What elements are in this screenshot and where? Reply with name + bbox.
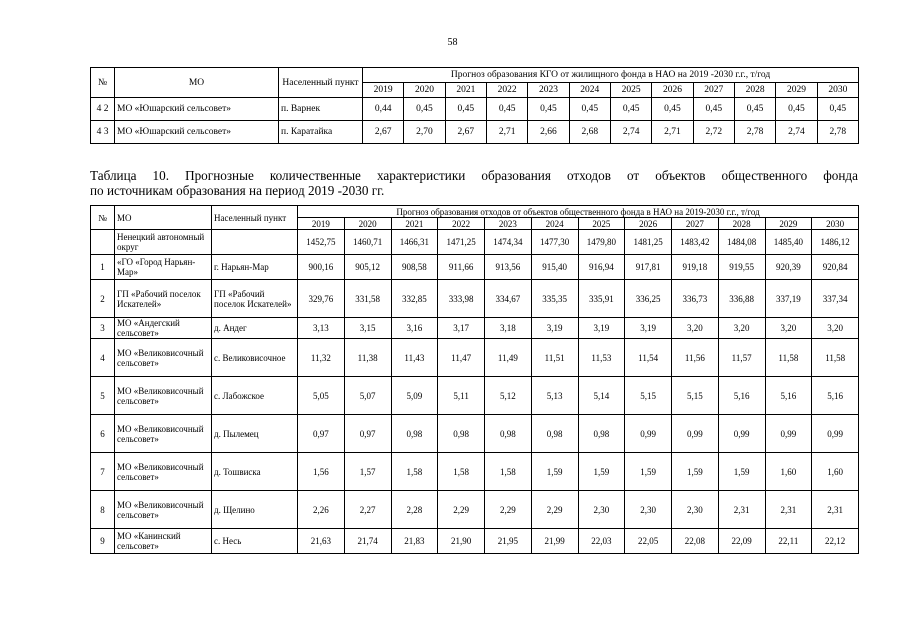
row-value: 1,60 (765, 453, 812, 491)
row-value: 2,31 (718, 491, 765, 529)
row-value: 920,84 (812, 255, 859, 280)
row-number: 5 (91, 377, 115, 415)
row-locality: д. Пылемец (212, 415, 298, 453)
row-number: 8 (91, 491, 115, 529)
year-header: 2020 (344, 218, 391, 230)
public-fund-waste-forecast-table (90, 205, 859, 554)
row-value: 0,98 (578, 415, 625, 453)
table-row (91, 453, 859, 491)
row-value: 3,19 (578, 318, 625, 339)
row-value: 22,08 (672, 529, 719, 554)
row-value: 22,03 (578, 529, 625, 554)
header-mo: МО (115, 206, 212, 230)
row-value: 0,45 (776, 98, 817, 121)
year-header: 2021 (445, 83, 486, 98)
row-value: 0,97 (344, 415, 391, 453)
year-header: 2022 (486, 83, 527, 98)
year-header: 2029 (765, 218, 812, 230)
row-value: 2,78 (817, 121, 859, 144)
table-row (91, 255, 859, 280)
year-header: 2026 (625, 218, 672, 230)
row-value: 21,63 (298, 529, 345, 554)
row-value: 3,17 (438, 318, 485, 339)
kgo-forecast-table (90, 67, 859, 144)
year-header: 2026 (652, 83, 693, 98)
row-value: 0,44 (363, 98, 404, 121)
row-value: 1485,40 (765, 230, 812, 255)
row-mo: МО «Канинский сельсовет» (115, 529, 212, 554)
row-value: 335,35 (531, 280, 578, 318)
row-value: 3,18 (485, 318, 532, 339)
row-value: 908,58 (391, 255, 438, 280)
row-value: 11,43 (391, 339, 438, 377)
table-row (91, 339, 859, 377)
row-value: 919,55 (718, 255, 765, 280)
row-mo: МО «Великовисочный сельсовет» (115, 453, 212, 491)
row-value: 21,99 (531, 529, 578, 554)
row-value: 5,11 (438, 377, 485, 415)
row-value: 1,59 (718, 453, 765, 491)
row-value: 5,12 (485, 377, 532, 415)
header-forecast: Прогноз образования отходов от объектов общественного фонда в НАО на 2019-2030 г.г., т/год (298, 206, 859, 218)
row-value: 1,58 (485, 453, 532, 491)
row-value: 335,91 (578, 280, 625, 318)
row-mo: МО «Великовисочный сельсовет» (115, 415, 212, 453)
row-number: 6 (91, 415, 115, 453)
caption-line-2: по источникам образования на период 2019 -2030 гг. (90, 183, 385, 198)
table-row (91, 280, 859, 318)
row-value: 917,81 (625, 255, 672, 280)
row-value: 2,31 (812, 491, 859, 529)
year-header: 2020 (404, 83, 445, 98)
row-value: 919,18 (672, 255, 719, 280)
row-value: 0,98 (391, 415, 438, 453)
header-num: № (91, 206, 115, 230)
year-header: 2025 (578, 218, 625, 230)
row-value: 11,49 (485, 339, 532, 377)
header-num: № (91, 68, 115, 98)
row-value: 22,12 (812, 529, 859, 554)
row-value: 0,45 (734, 98, 775, 121)
table-row (91, 230, 859, 255)
year-header: 2023 (485, 218, 532, 230)
row-value: 0,98 (438, 415, 485, 453)
row-value: 0,97 (298, 415, 345, 453)
row-value: 336,88 (718, 280, 765, 318)
table-row (91, 415, 859, 453)
year-header: 2028 (734, 83, 775, 98)
row-value: 332,85 (391, 280, 438, 318)
header-locality: Населенный пункт (212, 206, 298, 230)
row-value: 0,99 (625, 415, 672, 453)
row-value: 22,05 (625, 529, 672, 554)
row-number: 2 (91, 280, 115, 318)
table-row (91, 98, 859, 121)
row-value: 0,98 (531, 415, 578, 453)
row-value: 1486,12 (812, 230, 859, 255)
row-value: 1,59 (625, 453, 672, 491)
row-value: 2,74 (610, 121, 651, 144)
row-value: 0,98 (485, 415, 532, 453)
row-value: 5,15 (625, 377, 672, 415)
row-value: 2,29 (438, 491, 485, 529)
row-locality: с. Лабожское (212, 377, 298, 415)
row-value: 1,56 (298, 453, 345, 491)
row-number: 7 (91, 453, 115, 491)
row-value: 911,66 (438, 255, 485, 280)
year-header: 2021 (391, 218, 438, 230)
header-locality: Населенный пункт (279, 68, 363, 98)
row-locality: п. Каратайка (279, 121, 363, 144)
header-mo: МО (115, 68, 279, 98)
row-value: 1460,71 (344, 230, 391, 255)
row-value: 0,45 (404, 98, 445, 121)
row-value: 0,45 (693, 98, 734, 121)
year-header: 2029 (776, 83, 817, 98)
row-value: 11,54 (625, 339, 672, 377)
row-value: 0,45 (610, 98, 651, 121)
year-header: 2028 (718, 218, 765, 230)
row-locality: с. Несь (212, 529, 298, 554)
row-value: 11,47 (438, 339, 485, 377)
row-value: 916,94 (578, 255, 625, 280)
table-row (91, 318, 859, 339)
row-value: 22,11 (765, 529, 812, 554)
row-value: 5,13 (531, 377, 578, 415)
row-value: 336,73 (672, 280, 719, 318)
row-value: 11,51 (531, 339, 578, 377)
row-value: 1479,80 (578, 230, 625, 255)
caption-line-1: Таблица 10. Прогнозные количественные характеристики образования отходов от объектов общественного фонда (90, 168, 858, 183)
row-locality: ГП «Рабочий поселок Искателей» (212, 280, 298, 318)
row-mo: Ненецкий автономный округ (115, 230, 212, 255)
table-caption (90, 168, 858, 198)
row-value: 2,68 (569, 121, 610, 144)
row-value: 2,28 (391, 491, 438, 529)
row-value: 1,58 (438, 453, 485, 491)
row-value: 0,99 (672, 415, 719, 453)
row-mo: ГП «Рабочий поселок Искателей» (115, 280, 212, 318)
row-mo: МО «Великовисочный сельсовет» (115, 339, 212, 377)
row-locality (212, 230, 298, 255)
row-value: 334,67 (485, 280, 532, 318)
table-row (91, 377, 859, 415)
row-value: 2,66 (528, 121, 569, 144)
row-value: 2,70 (404, 121, 445, 144)
row-value: 5,16 (812, 377, 859, 415)
row-value: 5,05 (298, 377, 345, 415)
row-value: 337,19 (765, 280, 812, 318)
row-value: 337,34 (812, 280, 859, 318)
row-value: 0,45 (528, 98, 569, 121)
year-header: 2024 (569, 83, 610, 98)
row-value: 2,30 (672, 491, 719, 529)
row-mo: «ГО «Город Нарьян-Мар» (115, 255, 212, 280)
row-value: 3,13 (298, 318, 345, 339)
row-value: 22,09 (718, 529, 765, 554)
row-value: 3,20 (672, 318, 719, 339)
year-header: 2027 (693, 83, 734, 98)
row-value: 11,53 (578, 339, 625, 377)
row-value: 0,45 (652, 98, 693, 121)
row-value: 3,20 (718, 318, 765, 339)
row-value: 21,95 (485, 529, 532, 554)
row-number: 4 3 (91, 121, 115, 144)
row-number: 1 (91, 255, 115, 280)
row-value: 5,16 (718, 377, 765, 415)
year-header: 2024 (531, 218, 578, 230)
row-value: 900,16 (298, 255, 345, 280)
row-value: 2,78 (734, 121, 775, 144)
row-mo: МО «Юшарский сельсовет» (115, 98, 279, 121)
row-value: 11,58 (765, 339, 812, 377)
header-forecast: Прогноз образования КГО от жилищного фонда в НАО на 2019 -2030 г.г., т/год (363, 68, 859, 83)
row-value: 2,29 (485, 491, 532, 529)
row-value: 11,57 (718, 339, 765, 377)
row-locality: д. Андег (212, 318, 298, 339)
year-header: 2027 (672, 218, 719, 230)
row-value: 3,20 (812, 318, 859, 339)
row-value: 3,19 (531, 318, 578, 339)
year-header: 2025 (610, 83, 651, 98)
row-value: 11,58 (812, 339, 859, 377)
table-row (91, 121, 859, 144)
row-value: 1466,31 (391, 230, 438, 255)
row-number (91, 230, 115, 255)
row-value: 0,99 (765, 415, 812, 453)
row-value: 913,56 (485, 255, 532, 280)
row-locality: с. Великовисочное (212, 339, 298, 377)
row-value: 3,16 (391, 318, 438, 339)
row-value: 21,90 (438, 529, 485, 554)
row-number: 3 (91, 318, 115, 339)
row-value: 905,12 (344, 255, 391, 280)
row-mo: МО «Великовисочный сельсовет» (115, 377, 212, 415)
row-value: 3,15 (344, 318, 391, 339)
row-value: 5,07 (344, 377, 391, 415)
row-value: 21,83 (391, 529, 438, 554)
row-value: 1477,30 (531, 230, 578, 255)
row-value: 11,32 (298, 339, 345, 377)
table-row (91, 491, 859, 529)
row-value: 21,74 (344, 529, 391, 554)
row-value: 1474,34 (485, 230, 532, 255)
row-value: 0,99 (718, 415, 765, 453)
row-value: 2,30 (578, 491, 625, 529)
row-value: 1,59 (672, 453, 719, 491)
row-value: 915,40 (531, 255, 578, 280)
row-value: 3,20 (765, 318, 812, 339)
row-value: 2,71 (486, 121, 527, 144)
row-value: 1,60 (812, 453, 859, 491)
row-value: 0,45 (486, 98, 527, 121)
row-value: 331,58 (344, 280, 391, 318)
row-value: 1452,75 (298, 230, 345, 255)
row-value: 2,26 (298, 491, 345, 529)
year-header: 2023 (528, 83, 569, 98)
row-value: 5,15 (672, 377, 719, 415)
year-header: 2030 (817, 83, 859, 98)
row-value: 3,19 (625, 318, 672, 339)
row-value: 1481,25 (625, 230, 672, 255)
row-value: 1,59 (578, 453, 625, 491)
row-value: 0,99 (812, 415, 859, 453)
row-value: 2,71 (652, 121, 693, 144)
row-number: 9 (91, 529, 115, 554)
year-header: 2019 (298, 218, 345, 230)
row-number: 4 (91, 339, 115, 377)
table-row (91, 529, 859, 554)
page-number: 58 (447, 37, 458, 48)
row-value: 5,16 (765, 377, 812, 415)
row-value: 0,45 (817, 98, 859, 121)
row-value: 2,30 (625, 491, 672, 529)
row-value: 2,27 (344, 491, 391, 529)
row-value: 336,25 (625, 280, 672, 318)
year-header: 2022 (438, 218, 485, 230)
row-value: 2,29 (531, 491, 578, 529)
row-locality: г. Нарьян-Мар (212, 255, 298, 280)
row-value: 1484,08 (718, 230, 765, 255)
row-locality: п. Варнек (279, 98, 363, 121)
row-value: 1,57 (344, 453, 391, 491)
year-header: 2030 (812, 218, 859, 230)
row-value: 1483,42 (672, 230, 719, 255)
row-value: 1471,25 (438, 230, 485, 255)
row-mo: МО «Великовисочный сельсовет» (115, 491, 212, 529)
row-value: 0,45 (445, 98, 486, 121)
row-value: 2,67 (363, 121, 404, 144)
row-value: 11,56 (672, 339, 719, 377)
row-value: 1,59 (531, 453, 578, 491)
row-locality: д. Щелино (212, 491, 298, 529)
row-value: 2,31 (765, 491, 812, 529)
row-value: 329,76 (298, 280, 345, 318)
row-value: 333,98 (438, 280, 485, 318)
row-value: 920,39 (765, 255, 812, 280)
row-number: 4 2 (91, 98, 115, 121)
row-value: 5,09 (391, 377, 438, 415)
row-value: 2,67 (445, 121, 486, 144)
row-value: 11,38 (344, 339, 391, 377)
row-value: 2,72 (693, 121, 734, 144)
row-value: 0,45 (569, 98, 610, 121)
year-header: 2019 (363, 83, 404, 98)
row-locality: д. Тошвиска (212, 453, 298, 491)
row-value: 5,14 (578, 377, 625, 415)
row-value: 1,58 (391, 453, 438, 491)
row-mo: МО «Юшарский сельсовет» (115, 121, 279, 144)
row-mo: МО «Андегский сельсовет» (115, 318, 212, 339)
row-value: 2,74 (776, 121, 817, 144)
